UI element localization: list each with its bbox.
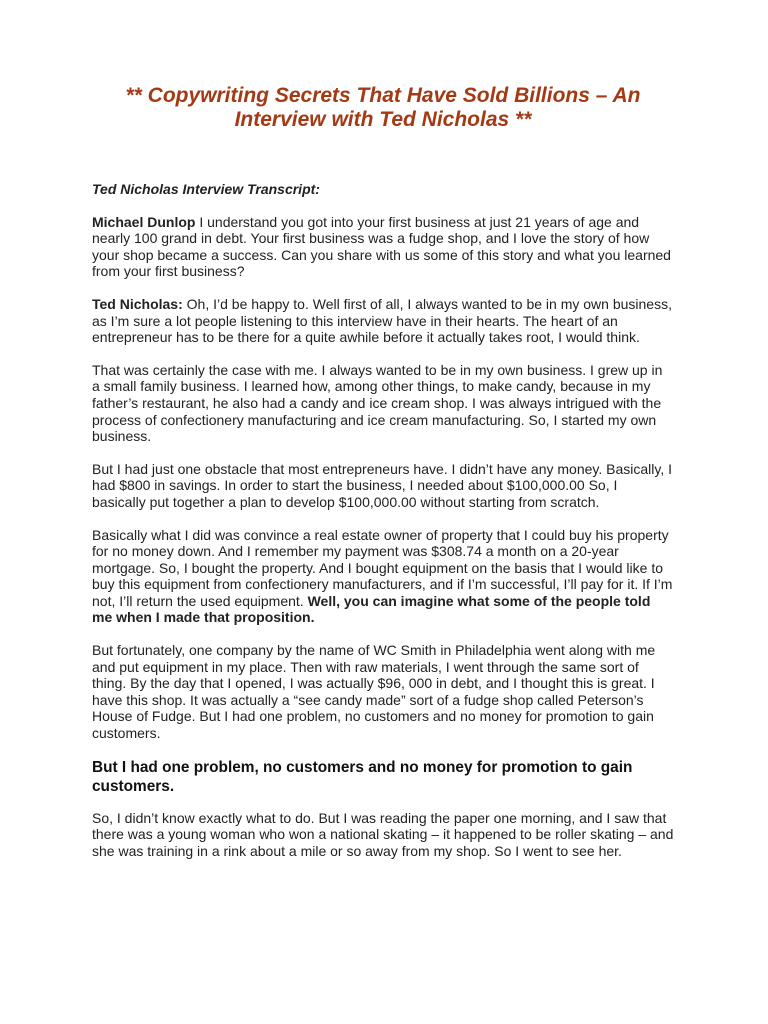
- paragraph: But I had just one obstacle that most entrepreneurs have. I didn’t have any money. Basically, I had $800 in savings. In order to start the business, I needed about $100,000.00 So, I basically put together a plan to develop $100,000.00 without starting from scratch.: [92, 460, 673, 510]
- document-page: [92, 84, 674, 859]
- document-title: ** Copywriting Secrets That Have Sold Billions – An Interview with Ted Nicholas **: [125, 84, 641, 131]
- speaker-name: Ted Nicholas:: [92, 295, 183, 312]
- paragraph: That was certainly the case with me. I always wanted to be in my own business. I grew up in a small family business. I learned how, among other things, to make candy, because in my father’s restaurant, he also had a candy and ice cream shop. I was always intrigued with the process of confectionery manufacturing and ice cream manufacturing. So, I started my own business.: [92, 361, 663, 445]
- paragraph-text: Oh, I’d be happy to. Well first of all, I always wanted to be in my own business, as I’m sure a lot people listening to this interview have in their hearts. The heart of an entrepreneur has to be there for a quite awhile before it actually takes root, I would think.: [92, 295, 672, 346]
- paragraph: So, I didn’t know exactly what to do. But I was reading the paper one morning, and I saw that there was a young woman who won a national skating – it happened to be roller skating – and she was training in a rink about a mile or so away from my shop. So I went to see her.: [92, 809, 674, 859]
- speaker-name: Michael Dunlop: [92, 213, 196, 230]
- paragraph-text: I understand you got into your first business at just 21 years of age and nearly 100 grand in debt. Your first business was a fudge shop, and I love the story of how your shop became a success. Can you share with us some of this story and what you learned from your first business?: [92, 213, 671, 280]
- paragraph-text: Basically what I did was convince a real estate owner of property that I could buy his property for no money down. And I remember my payment was $308.74 a month on a 20-year mortgage. So, I bought the property. And I bought equipment on the basis that I would like to buy this equipment from confectionery manufacturers, and if I’m successful, I’ll pay for it. If I’m not, I’ll return the used equipment.: [92, 526, 673, 609]
- paragraph: [92, 214, 674, 280]
- transcript-subtitle: Ted Nicholas Interview Transcript:: [92, 181, 320, 197]
- paragraph: [92, 527, 674, 627]
- emphasized-text: Well, you can imagine what some of the people told me when I made that proposition.: [92, 592, 651, 626]
- paragraph: [92, 296, 674, 346]
- paragraph: But fortunately, one company by the name of WC Smith in Philadelphia went along with me and put equipment in my place. Then with raw materials, I went through the same sort of thing. By the day that I opened, I was actually $96, 000 in debt, and I thought this is great. I have this shop. It was actually a “see candy made” sort of a fudge shop called Peterson’s House of Fudge. But I had one problem, no customers and no money for promotion to gain customers.: [92, 642, 656, 742]
- section-heading: But I had one problem, no customers and no money for promotion to gain customers.: [92, 758, 633, 795]
